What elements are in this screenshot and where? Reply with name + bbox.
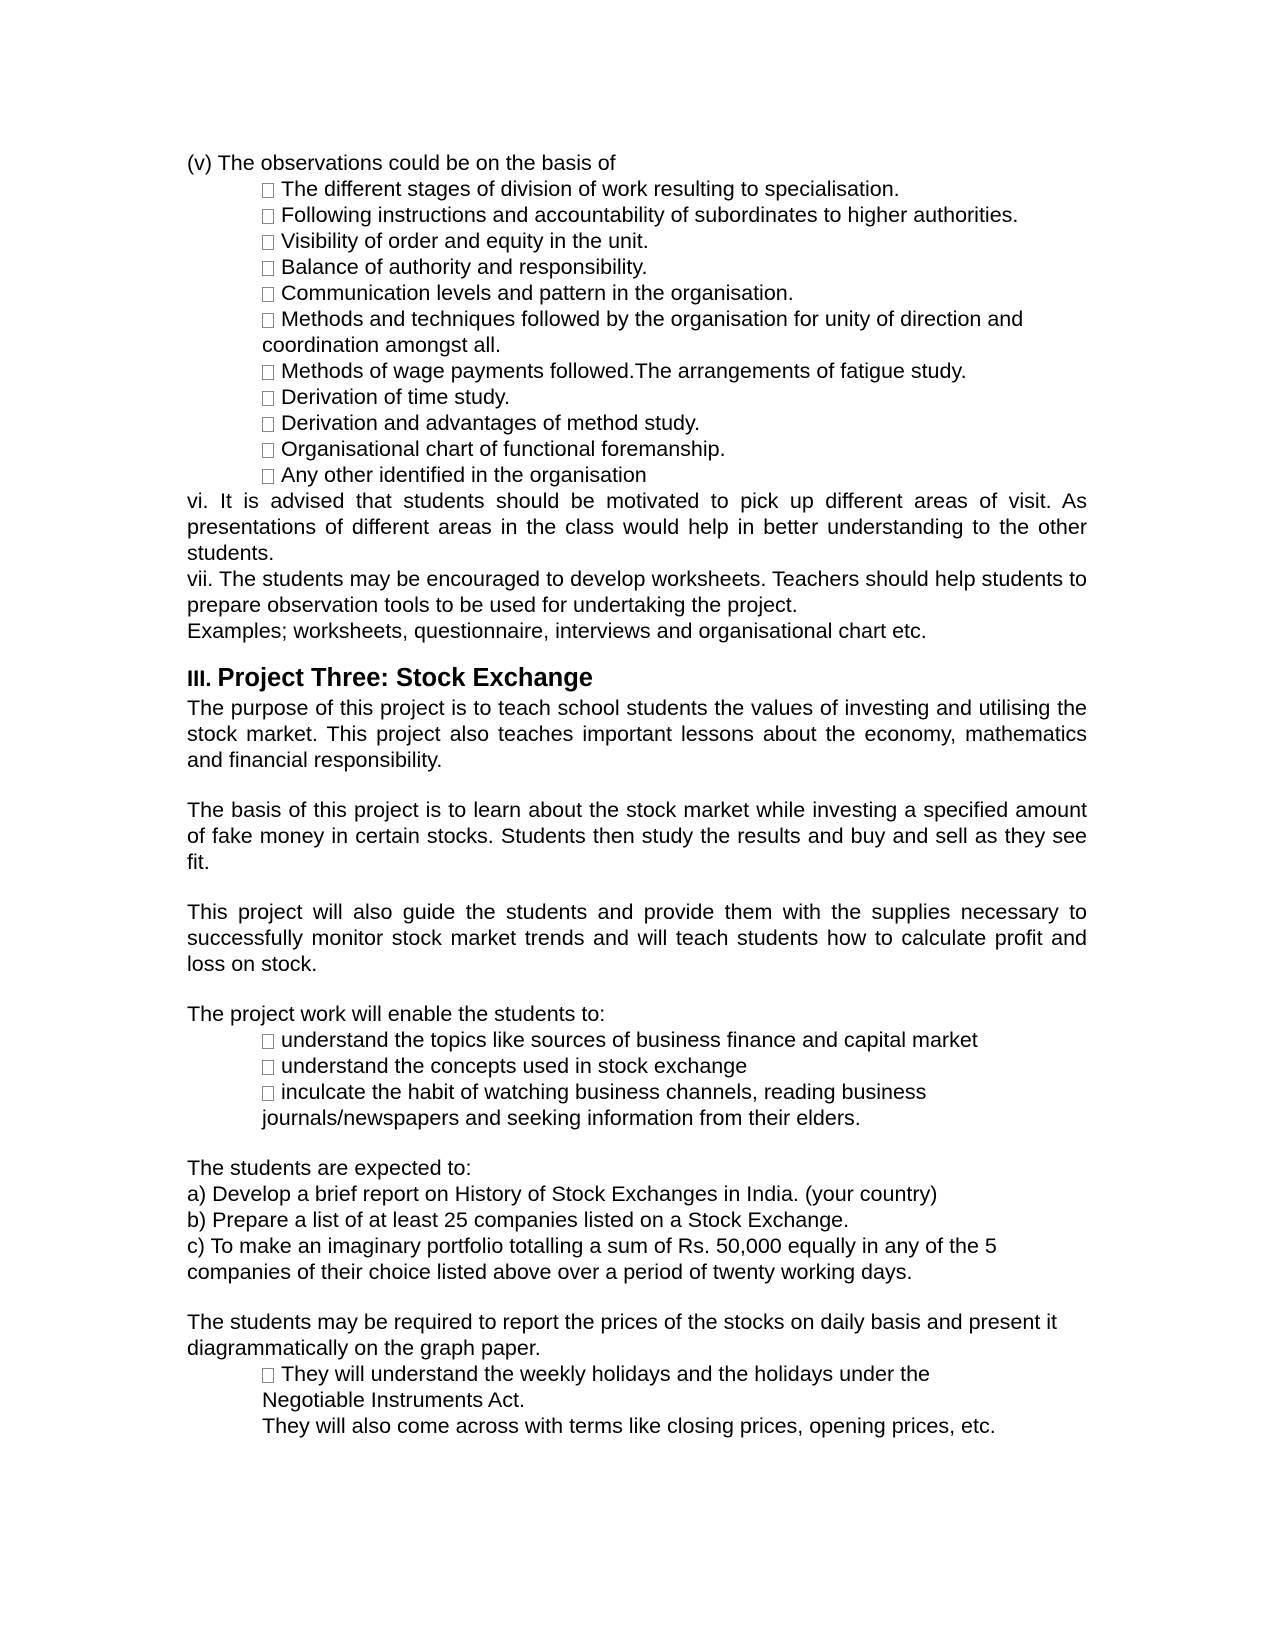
list-item: Methods of wage payments followed.The arrangements of fatigue study. [262,358,1087,384]
checkbox-icon [262,469,274,484]
checkbox-icon [262,417,274,432]
checkbox-icon [262,1060,274,1075]
list-item: understand the topics like sources of business finance and capital market [262,1027,1087,1053]
enable-intro: The project work will enable the students to: [187,1002,606,1026]
list-item: Visibility of order and equity in the unit. [262,228,1087,254]
section-heading [187,662,1087,695]
list-item: The different stages of division of work resulting to specialisation. [262,176,1087,202]
list-item: inculcate the habit of watching business channels, reading business journals/newspapers and seeking information from their elders. [262,1080,927,1130]
list-item: Balance of authority and responsibility. [262,254,1087,280]
checkbox-icon [262,287,274,302]
paragraph-vii: vii. The students may be encouraged to develop worksheets. Teachers should help students to prepare observation tools to be used for undertaking the project. [187,567,1087,617]
checkbox-icon [262,183,274,198]
document-page [187,150,1087,1439]
paragraph-purpose: The purpose of this project is to teach school students the values of investing and utilising the stock market. This project also teaches important lessons about the economy, mathematics and financial responsibility. [187,696,1087,772]
checkbox-icon [262,1368,274,1383]
section-title: Project Three: Stock Exchange [217,664,593,692]
observation-list [187,176,1087,488]
list-item: Following instructions and accountability of subordinates to higher authorities. [262,202,1087,228]
section-v-intro: (v) The observations could be on the basis of [187,151,616,175]
list-item: Derivation of time study. [262,384,1087,410]
expected-item-c: c) To make an imaginary portfolio totalling a sum of Rs. 50,000 equally in any of the 5 companies of their choice listed above over a period of twenty working days. [187,1234,997,1284]
report-list [187,1361,1087,1413]
list-item: Organisational chart of functional foremanship. [262,436,1087,462]
checkbox-icon [262,235,274,250]
enable-list [187,1027,1087,1131]
paragraph-vi: vi. It is advised that students should be motivated to pick up different areas of visit. As presentations of different areas in the class would help in better understanding to the other students. [187,489,1087,565]
expected-item-a: a) Develop a brief report on History of Stock Exchanges in India. (your country) [187,1182,938,1206]
list-item: Communication levels and pattern in the organisation. [262,280,1087,306]
list-item: They will understand the weekly holidays and the holidays under the Negotiable Instruments Act. [262,1362,930,1412]
expected-item-b: b) Prepare a list of at least 25 companies listed on a Stock Exchange. [187,1208,850,1232]
checkbox-icon [262,443,274,458]
checkbox-icon [262,1086,274,1101]
list-item: Any other identified in the organisation [262,462,1087,488]
report-intro: The students may be required to report the prices of the stocks on daily basis and present it diagrammatically on the graph paper. [187,1310,1058,1360]
list-item: Derivation and advantages of method study. [262,410,1087,436]
paragraph-basis: The basis of this project is to learn about the stock market while investing a specified amount of fake money in certain stocks. Students then study the results and buy and sell as they see fit. [187,798,1087,874]
section-number: III. [187,666,212,691]
paragraph-guide: This project will also guide the students and provide them with the supplies necessary to successfully monitor stock market trends and will teach students how to calculate profit and loss on stock. [187,900,1087,976]
checkbox-icon [262,391,274,406]
checkbox-icon [262,365,274,380]
checkbox-icon [262,1034,274,1049]
checkbox-icon [262,313,274,328]
report-closing: They will also come across with terms like closing prices, opening prices, etc. [262,1414,996,1438]
list-item: Methods and techniques followed by the organisation for unity of direction and coordination amongst all. [262,307,1024,357]
examples-line: Examples; worksheets, questionnaire, interviews and organisational chart etc. [187,619,927,643]
list-item: understand the concepts used in stock exchange [262,1053,1087,1079]
checkbox-icon [262,261,274,276]
expected-intro: The students are expected to: [187,1156,472,1180]
checkbox-icon [262,209,274,224]
